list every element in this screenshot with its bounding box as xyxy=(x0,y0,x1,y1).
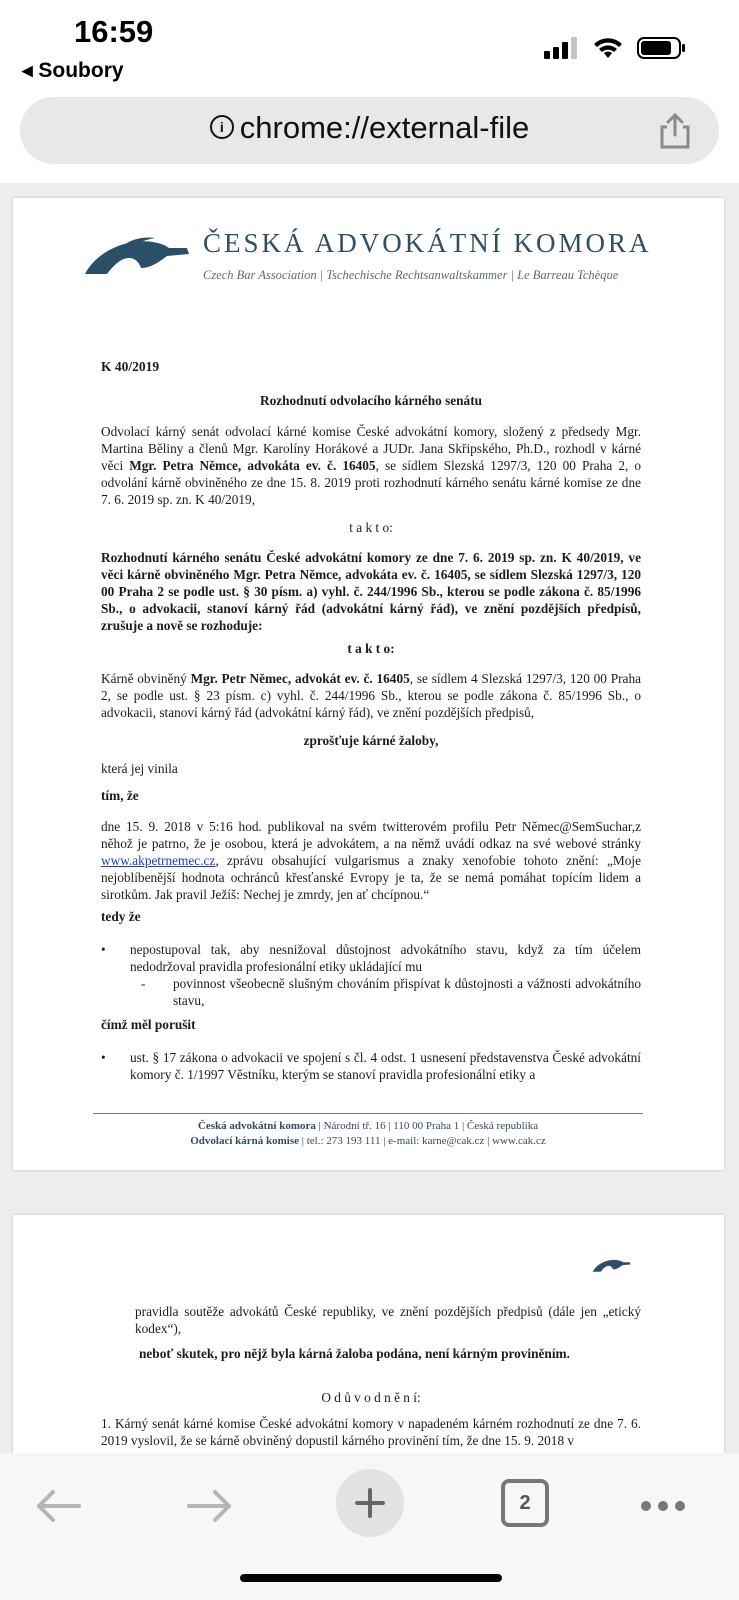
url-display[interactable] xyxy=(20,110,719,146)
footer-address: Česká advokátní komora | Národní tř. 16 | 110 00 Praha 1 | Česká republika xyxy=(197,1120,539,1132)
dash-marker: - xyxy=(141,976,146,991)
accused-paragraph: Kárně obviněný Mgr. Petr Němec, advokát ev. č. 16405, se sídlem 4 Slezská 1297/3, 120 00 Praha 2, se podle ust. § 23 písm. c) vyhl. č. 244/1996 Sb., kterou se podle zákona č. 85/1996 Sb., o advokacii, stanoví kárný řád (advokátní kárný řád), ve znění pozdějších předpisů, xyxy=(101,671,641,720)
pdf-page-2 xyxy=(13,1215,724,1453)
clock: 16:59 xyxy=(74,14,154,49)
url-text: chrome://external-file xyxy=(239,110,530,145)
pdf-viewer[interactable] xyxy=(0,183,739,1453)
home-indicator xyxy=(240,1574,502,1582)
which-accused: která jej vinila xyxy=(101,761,178,776)
plus-icon xyxy=(354,1487,386,1519)
acquittal: zprošťuje kárné žaloby, xyxy=(303,733,439,748)
back-arrow-icon xyxy=(35,1489,81,1523)
not-disciplinary-offense: neboť skutek, pro nějž byla kárná žaloba podána, není kárným proviněním. xyxy=(139,1346,570,1361)
thus-that: tedy že xyxy=(101,909,141,924)
cellular-signal-icon xyxy=(543,37,579,59)
wifi-icon xyxy=(593,37,623,59)
reasoning-heading: O d ů v o d n ě n í: xyxy=(321,1390,421,1405)
address-bar[interactable] xyxy=(20,97,719,164)
forward-button[interactable] xyxy=(175,1471,245,1541)
deed-paragraph: dne 15. 9. 2018 v 5:16 hod. publikoval na svém twitterovém profilu Petr Němec@SemSuchar,z něhož je patrno, že je osobou, která je advokátem, a na němž uvádí odkaz na své webové stránky www.akpetrnemec.cz, zprávu obsahující vulgarismus a znaky xenofobie tohoto znění: „Moje nejoblíbenější hodnota ochránců křesťanské Evropy je ta, že se nemá pomáhat topícím lidem a sirotkům. Jak pravil Ježíš: Nechej je zmrdy, jen ať chcípnou.“ xyxy=(101,819,641,902)
share-icon[interactable] xyxy=(655,111,695,151)
bullet-dot: • xyxy=(101,942,106,957)
status-bar xyxy=(0,0,739,90)
more-menu-button[interactable] xyxy=(628,1471,698,1541)
footer-contact: Odvolací kárná komise | tel.: 273 193 111 | e-mail: karne@cak.cz | www.cak.cz xyxy=(190,1135,546,1147)
bullet-item-1: nepostupoval tak, aby nesnižoval důstojnost advokátního stavu, když za tím účelem nedodržoval pravidla profesionální etiky ukládající mu xyxy=(130,942,641,974)
info-icon[interactable]: i xyxy=(210,115,234,139)
footer-divider xyxy=(93,1113,643,1114)
bullet-item-2: ust. § 17 zákona o advokacii ve spojení s čl. 4 odst. 1 usnesení představenstva České advokátní komory č. 1/1997 Věstníku, kterým se stanoví pravidla profesionální etiky a xyxy=(130,1050,641,1082)
forward-arrow-icon xyxy=(187,1489,233,1523)
more-dots-icon xyxy=(640,1500,686,1512)
takto-1: t a k t o: xyxy=(349,520,393,535)
website-link[interactable]: www.akpetrnemec.cz xyxy=(101,853,216,868)
new-tab-button[interactable] xyxy=(336,1469,404,1537)
doc-title: Rozhodnutí odvolacího kárného senátu xyxy=(259,393,483,408)
tab-switcher-button[interactable]: 2 xyxy=(501,1479,549,1527)
sub-bullet-item: povinnost všeobecně slušným chováním přispívat k důstojnosti a vážnosti advokátního stavu, xyxy=(173,976,641,1008)
case-ref: K 40/2019 xyxy=(101,359,160,374)
org-subtitle: Czech Bar Association | Tschechische Rechtsanwaltskammer | Le Barreau Tchèque xyxy=(203,268,619,282)
takto-2: t a k t o: xyxy=(347,641,395,656)
continuation-text: pravidla soutěže advokátů České republiky, ve znění pozdějších předpisů (dále jen „etický kodex“), xyxy=(135,1304,641,1336)
by-that: tím, že xyxy=(101,788,139,803)
small-logo-icon xyxy=(592,1255,632,1275)
back-button[interactable] xyxy=(23,1471,93,1541)
pdf-page-1 xyxy=(13,198,724,1170)
intro-paragraph: Odvolací kárný senát odvolací kárné komise České advokátní komory, složený z předsedy Mgr. Martina Běliny a členů Mgr. Karolíny Horákové a JUDr. Jana Skřipského, Ph.D., rozhodl v kárné věci Mgr. Petra Němce, advokáta ev. č. 16405, se sídlem Slezská 1297/3, 120 00 Praha 2, o odvolání kárně obviněného ze dne 15. 8. 2019 proti rozhodnutí kárného senátu kárné komise ze dne 7. 6. 2019 sp. zn. K 40/2019, xyxy=(101,424,641,507)
reasoning-paragraph-1: 1. Kárný senát kárné komise České advokátní komory v napadeném kárném rozhodnutí ze dne 7. 6. 2019 vyslovil, že se kárně obviněný dopustil kárného provinění tím, že dne 15. 9. 2018 v xyxy=(101,1416,641,1448)
back-to-app-link[interactable]: ◂ Soubory xyxy=(22,59,124,82)
org-name: ČESKÁ ADVOKÁTNÍ KOMORA xyxy=(203,228,652,258)
verdict-paragraph: Rozhodnutí kárného senátu České advokátní komory ze dne 7. 6. 2019 sp. zn. K 40/2019, ve věci kárně obviněného Mgr. Petra Němce, advokáta ev. č. 16405, se sídlem Slezská 1297/3, 120 00 Praha 2 se podle ust. § 30 písm. a) vyhl. č. 244/1996 Sb., kterou se podle zákona č. 85/1996 Sb., o advokacii, stanoví kárný řád (advokátní kárný řád), ve znění pozdějších předpisů, zrušuje a nově se rozhoduje: xyxy=(101,550,641,633)
thereby-violated: čímž měl porušit xyxy=(101,1017,196,1032)
bullet-dot: • xyxy=(101,1050,106,1065)
battery-icon xyxy=(637,36,687,60)
bar-association-logo xyxy=(83,228,193,283)
status-icons xyxy=(543,36,687,60)
